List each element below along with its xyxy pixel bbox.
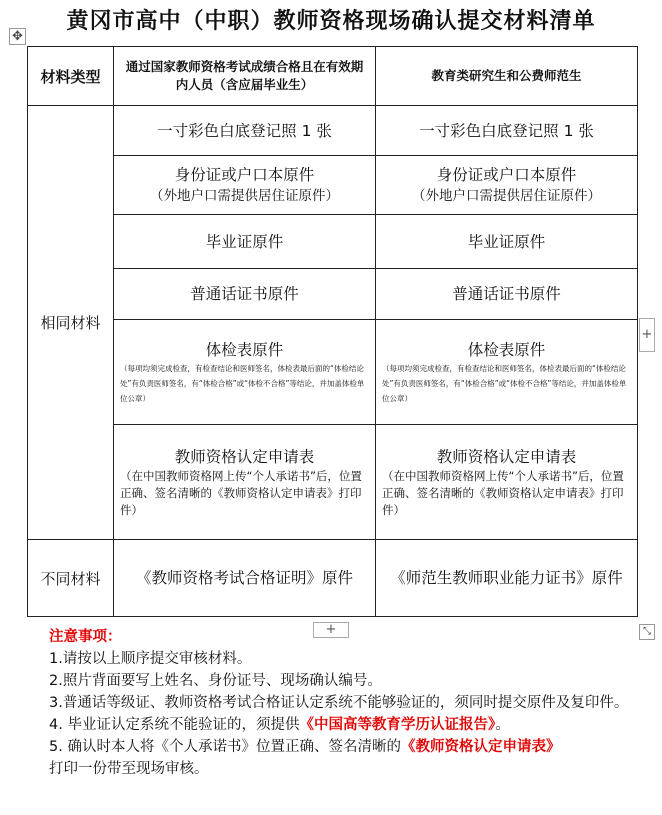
cell-main-text: 毕业证原件	[205, 232, 284, 251]
table-row	[28, 320, 638, 425]
table-row	[28, 156, 638, 215]
category-different-materials: 不同材料	[28, 540, 114, 617]
note-item	[49, 714, 639, 736]
table-cell	[114, 106, 376, 156]
note-text: 5. 确认时本人将《个人承诺书》位置正确、签名清晰的	[49, 739, 401, 755]
note-text: 。	[495, 717, 510, 733]
note-item: 2.照片背面要写上姓名、身份证号、现场确认编号。	[49, 673, 382, 689]
table-resize-handle-icon[interactable]: ⤡	[639, 624, 655, 640]
table-row	[28, 425, 638, 540]
cell-main-text: 教师资格认定申请表	[174, 447, 315, 466]
cell-sub-text: （每项均须完成检查，有检查结论和医师签名，体检表最后面的“体检结论处”有负责医师签名，有“体检合格”或“体检不合格”等结论，并加盖体检单位公章）	[120, 363, 365, 403]
cell-main-text: 教师资格认定申请表	[436, 447, 577, 466]
cell-main-text: 一寸彩色白底登记照 1 张	[419, 121, 594, 140]
table-cell	[376, 320, 638, 425]
document-title: 黄冈市高中（中职）教师资格现场确认提交材料清单	[66, 8, 596, 34]
table-row	[28, 269, 638, 320]
note-highlight: 《中国高等教育学历认证报告》	[299, 717, 496, 733]
note-text: 4. 毕业证认定系统不能验证的，须提供	[49, 717, 300, 733]
table-cell	[114, 320, 376, 425]
table-cell	[376, 106, 638, 156]
table-cell	[114, 215, 376, 269]
cell-main-text: 身份证或户口本原件	[174, 166, 315, 184]
table-row	[28, 215, 638, 269]
header-material-type: 材料类型	[28, 47, 114, 106]
cell-main-text: 身份证或户口本原件	[436, 166, 577, 184]
table-cell	[114, 540, 376, 617]
note-item	[49, 736, 639, 780]
notes-section	[49, 626, 639, 780]
note-item: 3.普通话等级证、教师资格考试合格证认定系统不能够验证的，须同时提交原件及复印件。	[49, 695, 629, 711]
cell-sub-text: （外地户口需提供居住证原件）	[412, 188, 601, 204]
cell-sub-text: （在中国教师资格网上传“个人承诺书”后，位置正确、签名清晰的《教师资格认定申请表》打印件）	[382, 468, 624, 517]
table-cell	[376, 540, 638, 617]
cell-main-text: 体检表原件	[467, 340, 546, 359]
table-header-row	[28, 47, 638, 106]
materials-table	[27, 46, 638, 617]
table-cell	[376, 425, 638, 540]
cell-sub-text: （外地户口需提供居住证原件）	[150, 188, 339, 204]
cell-sub-text: （每项均须完成检查，有检查结论和医师签名，体检表最后面的“体检结论处”有负责医师签名，有“体检合格”或“体检不合格”等结论，并加盖体检单位公章）	[382, 363, 627, 403]
table-cell	[376, 269, 638, 320]
cell-sub-text: （在中国教师资格网上传“个人承诺书”后，位置正确、签名清晰的《教师资格认定申请表》打印件）	[120, 468, 362, 517]
notes-title: 注意事项：	[49, 629, 122, 645]
cell-main-text: 一寸彩色白底登记照 1 张	[157, 121, 332, 140]
header-exam-passed: 通过国家教师资格考试成绩合格且在有效期内人员（含应届毕业生）	[114, 47, 376, 106]
table-move-handle-icon[interactable]: ✥	[9, 28, 26, 45]
cell-main-text: 《教师资格考试合格证明》原件	[135, 569, 353, 587]
table-cell	[114, 425, 376, 540]
table-cell	[376, 156, 638, 215]
category-same-materials: 相同材料	[28, 106, 114, 540]
header-graduate-normal: 教育类研究生和公费师范生	[376, 47, 638, 106]
cell-main-text: 《师范生教师职业能力证书》原件	[390, 569, 623, 587]
table-cell	[376, 215, 638, 269]
note-item: 1.请按以上顺序提交审核材料。	[49, 651, 252, 667]
table-cell	[114, 156, 376, 215]
cell-main-text: 普通话证书原件	[452, 285, 561, 303]
add-row-button[interactable]: +	[313, 622, 349, 638]
note-highlight: 《教师资格认定申请表》	[400, 739, 561, 755]
table-row	[28, 106, 638, 156]
cell-main-text: 体检表原件	[205, 340, 284, 359]
cell-main-text: 毕业证原件	[467, 232, 546, 251]
table-row	[28, 540, 638, 617]
table-cell	[114, 269, 376, 320]
note-text: 打印一份带至现场审核。	[49, 761, 209, 777]
cell-main-text: 普通话证书原件	[190, 285, 299, 303]
add-column-button[interactable]: +	[639, 318, 655, 352]
